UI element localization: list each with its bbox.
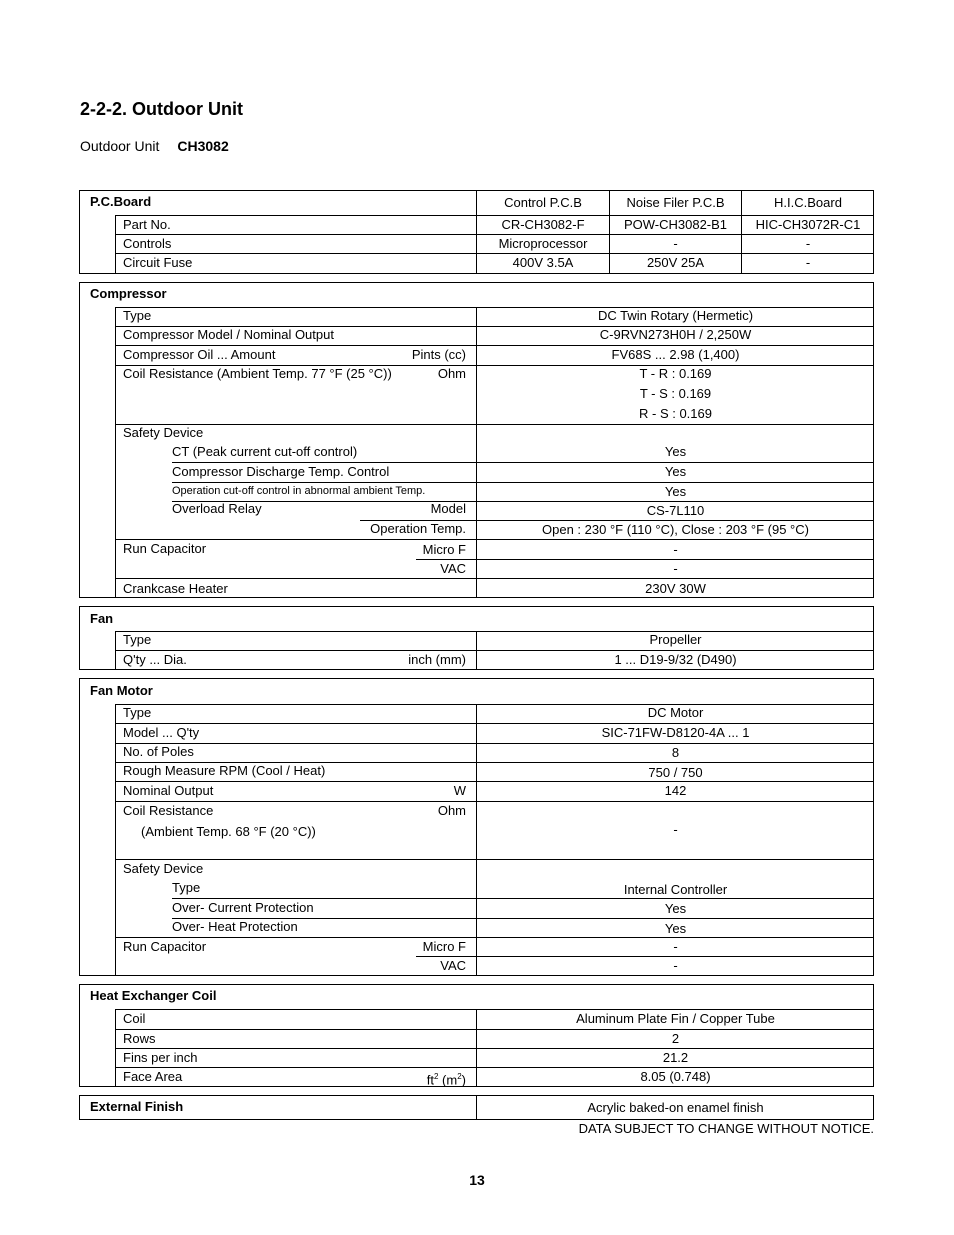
row-label: Model ... Q'ty [123,725,200,740]
row-value: Yes [664,901,687,916]
footnote: DATA SUBJECT TO CHANGE WITHOUT NOTICE. [578,1121,874,1136]
row-label: Over- Current Protection [172,900,314,915]
row-value: 21.2 [662,1050,689,1065]
row-label: Over- Heat Protection [172,919,298,934]
row-label: Compressor Discharge Temp. Control [172,464,390,479]
row-label: Face Area [123,1069,183,1084]
pcb-cell: POW-CH3082-B1 [623,217,728,232]
row-value: R - S : 0.169 [639,406,712,421]
pcb-title: P.C.Board [90,194,152,209]
row-value: - [673,822,678,837]
row-value: 750 / 750 [648,765,703,780]
row-value: Yes [664,921,687,936]
row-value: Aluminum Plate Fin / Copper Tube [576,1011,775,1026]
finish-value: Acrylic baked-on enamel finish [587,1100,764,1115]
row-unit: $ft^2$ $(m^2)$ [426,1072,466,1088]
row-value: C-9RVN273H0H / 2,250W [599,327,752,342]
pcb-col-noise: Noise Filer P.C.B [626,195,725,210]
row-value: 1 ... D19-9/32 (D490) [614,652,737,667]
row-value: 8 [671,745,680,760]
hex-title: Heat Exchanger Coil [90,988,217,1003]
row-label: Run Capacitor [123,541,207,556]
row-label: Type [123,632,152,647]
row-value: 8.05 (0.748) [640,1069,711,1084]
row-label: Crankcase Heater [123,581,228,596]
row-label: Rough Measure RPM (Cool / Heat) [123,763,326,778]
row-value: DC Twin Rotary (Hermetic) [597,308,754,323]
row-unit: Ohm [437,803,466,818]
page-number: 13 [469,1172,485,1188]
row-value: - [673,958,678,973]
compressor-title: Compressor [90,286,167,301]
row-label: CT (Peak current cut-off control) [172,444,358,459]
pcb-cell: CR-CH3082-F [501,217,585,232]
row-label: Fins per inch [123,1050,198,1065]
fanmotor-table [79,678,874,976]
row-unit: VAC [440,958,466,973]
pcb-row-label: Controls [123,236,172,251]
row-unit: Pints (cc) [411,347,466,362]
page-heading: 2-2-2. Outdoor Unit [80,99,243,119]
finish-title: External Finish [90,1099,184,1114]
external-finish-table [79,1095,874,1120]
row-label: Safety Device [123,425,204,440]
row-unit: Ohm [437,366,466,381]
unit-subheading [80,138,229,154]
row-value: - [673,561,678,576]
row-label: Compressor Oil ... Amount [123,347,276,362]
row-unit: Micro F [422,542,466,557]
row-label: Coil [123,1011,146,1026]
pcb-cell: 400V 3.5A [512,255,574,270]
row-value: - [673,939,678,954]
row-unit: Operation Temp. [370,521,466,536]
row-unit: inch (mm) [408,652,466,667]
row-value: Propeller [649,632,702,647]
row-value: SIC-71FW-D8120-4A ... 1 [601,725,750,740]
row-label: Operation cut-off control in abnormal ambient Temp. [172,485,426,497]
row-value: FV68S ... 2.98 (1,400) [611,347,740,362]
pcb-cell: HIC-CH3072R-C1 [755,217,861,232]
row-value: - [673,542,678,557]
row-unit: W [453,783,466,798]
row-label: Type [123,705,152,720]
pcb-col-hic: H.I.C.Board [774,195,842,210]
row-label: Type [172,880,201,895]
row-value: Yes [664,464,687,479]
compressor-table [79,282,874,598]
row-value: T - R : 0.169 [639,366,712,381]
row-unit: Model [430,501,466,516]
pcb-cell: Microprocessor [498,236,588,251]
unit-label: Outdoor Unit [80,138,160,154]
pcb-col-control: Control P.C.B [504,195,582,210]
row-label: Safety Device [123,861,204,876]
row-unit: Micro F [422,939,466,954]
row-unit: VAC [440,561,466,576]
row-label: Rows [123,1031,156,1046]
pcb-table [79,190,874,274]
row-label: Q'ty ... Dia. [123,652,187,667]
fan-title: Fan [90,611,114,626]
fan-table [79,606,874,670]
pcb-cell: - [805,255,811,270]
row-value: 142 [664,783,687,798]
fanmotor-title: Fan Motor [90,683,153,698]
row-label: Coil Resistance (Ambient Temp. 77 °F (25 °C)) [123,366,392,381]
pcb-row-label: Circuit Fuse [123,255,193,270]
row-value: Open : 230 °F (110 °C), Close : 203 °F (95 °C) [542,522,809,537]
unit-model: CH3082 [177,138,229,154]
row-value: Internal Controller [623,882,728,897]
row-value: 230V 30W [645,581,706,596]
row-value: Yes [664,484,687,499]
row-sublabel: (Ambient Temp. 68 °F (20 °C)) [141,824,316,839]
row-label: Type [123,308,152,323]
row-label: Coil Resistance [123,803,214,818]
row-label: Compressor Model / Nominal Output [123,327,334,342]
row-label: Overload Relay [172,501,262,516]
pcb-cell: - [805,236,811,251]
row-value: 2 [671,1031,680,1046]
row-label: Nominal Output [123,783,214,798]
row-label: No. of Poles [123,744,194,759]
row-value: DC Motor [647,705,704,720]
row-label: Run Capacitor [123,939,207,954]
heat-exchanger-table [79,984,874,1087]
pcb-cell: - [673,236,678,251]
pcb-cell: 250V 25A [646,255,705,270]
row-value: Yes [664,444,687,459]
pcb-row-label: Part No. [123,217,171,232]
row-value: CS-7L110 [646,503,705,518]
row-value: T - S : 0.169 [639,386,712,401]
